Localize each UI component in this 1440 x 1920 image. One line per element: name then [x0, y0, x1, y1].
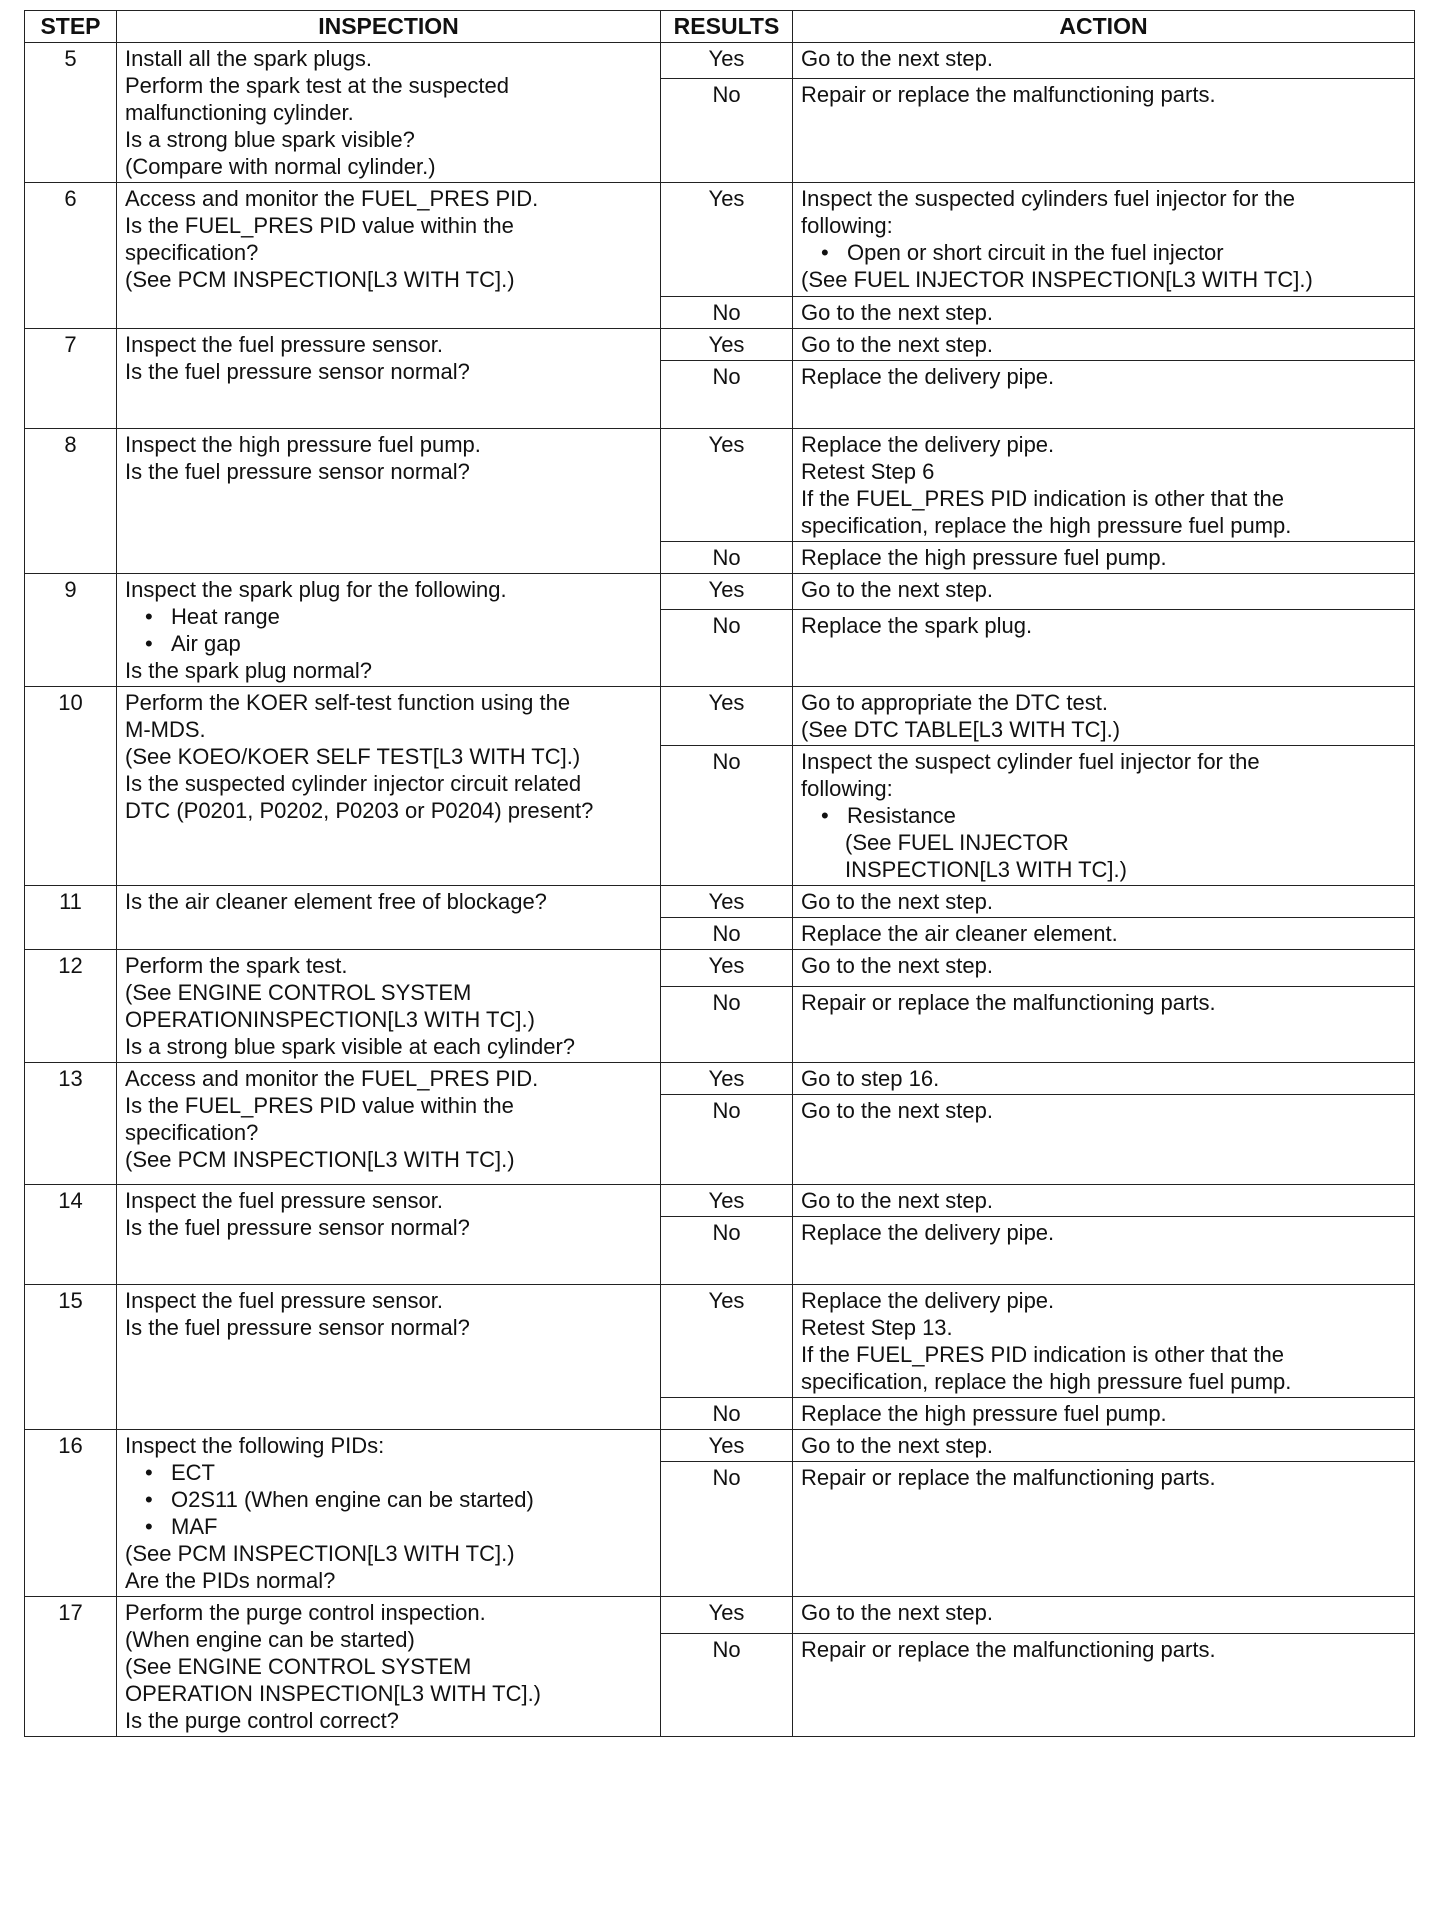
- action-cell: [793, 574, 1415, 610]
- action-line: Go to the next step.: [801, 1188, 994, 1213]
- inspection-line: Access and monitor the FUEL_PRES PID.: [125, 1066, 539, 1091]
- inspection-line: Is the fuel pressure sensor normal?: [125, 359, 470, 384]
- inspection-cell: [117, 574, 661, 687]
- table-row: [25, 1185, 1415, 1217]
- diagnostic-procedure-sheet: [24, 10, 1414, 1737]
- action-line: specification, replace the high pressure fuel pump.: [801, 513, 1292, 538]
- action-cell: [793, 1063, 1415, 1095]
- result-yes: Yes: [661, 43, 793, 79]
- action-cell: [793, 297, 1415, 329]
- action-line: Replace the delivery pipe.: [801, 1220, 1055, 1245]
- action-cell: [793, 746, 1415, 886]
- inspection-line: M-MDS.: [125, 717, 206, 742]
- action-line: Inspect the suspect cylinder fuel injector for the: [801, 749, 1260, 774]
- result-yes: Yes: [661, 574, 793, 610]
- table-row: [25, 1430, 1415, 1462]
- action-line: Replace the delivery pipe.: [801, 1288, 1055, 1313]
- action-cell: [793, 1633, 1415, 1736]
- inspection-cell: [117, 1285, 661, 1430]
- inspection-line: Inspect the fuel pressure sensor.: [125, 1188, 443, 1213]
- inspection-line: (See ENGINE CONTROL SYSTEM: [125, 1654, 472, 1679]
- action-cell: [793, 542, 1415, 574]
- step-number: 5: [25, 43, 117, 183]
- step-number: 11: [25, 886, 117, 950]
- action-cell: [793, 1462, 1415, 1597]
- action-line: Replace the high pressure fuel pump.: [801, 545, 1167, 570]
- header-inspection: INSPECTION: [117, 11, 661, 43]
- result-no: No: [661, 918, 793, 950]
- result-yes: Yes: [661, 1597, 793, 1634]
- result-yes: Yes: [661, 329, 793, 361]
- inspection-line: Are the PIDs normal?: [125, 1568, 336, 1593]
- table-row: [25, 1063, 1415, 1095]
- header-step: STEP: [25, 11, 117, 43]
- inspection-line: Is the suspected cylinder injector circuit related: [125, 771, 582, 796]
- inspection-line: OPERATIONINSPECTION[L3 WITH TC].): [125, 1007, 535, 1032]
- inspection-cell: [117, 1597, 661, 1737]
- table-row: [25, 329, 1415, 361]
- action-line: Replace the spark plug.: [801, 613, 1033, 639]
- diagnostic-table: [24, 10, 1415, 1737]
- result-no: No: [661, 361, 793, 429]
- action-line: Go to the next step.: [801, 332, 994, 357]
- action-line: Go to the next step.: [801, 1098, 994, 1123]
- header-row: [25, 11, 1415, 43]
- table-row: [25, 950, 1415, 987]
- inspection-line: Is the FUEL_PRES PID value within the: [125, 1093, 514, 1118]
- action-line: Repair or replace the malfunctioning parts.: [801, 82, 1216, 108]
- inspection-cell: [117, 1430, 661, 1597]
- action-line: Retest Step 6: [801, 459, 935, 484]
- inspection-line: Perform the spark test at the suspected: [125, 73, 509, 98]
- inspection-line: Access and monitor the FUEL_PRES PID.: [125, 186, 539, 211]
- inspection-line: Inspect the high pressure fuel pump.: [125, 432, 481, 457]
- inspection-line: DTC (P0201, P0202, P0203 or P0204) present?: [125, 798, 594, 823]
- result-yes: Yes: [661, 1430, 793, 1462]
- action-line: If the FUEL_PRES PID indication is other that the: [801, 486, 1285, 511]
- result-no: No: [661, 986, 793, 1062]
- action-line: (See FUEL INJECTOR INSPECTION[L3 WITH TC].): [801, 267, 1313, 292]
- step-number: 15: [25, 1285, 117, 1430]
- inspection-cell: [117, 43, 661, 183]
- inspection-line: (See PCM INSPECTION[L3 WITH TC].): [125, 1541, 515, 1566]
- table-header: [25, 11, 1415, 43]
- action-line: Replace the air cleaner element.: [801, 921, 1118, 946]
- action-line: Repair or replace the malfunctioning parts.: [801, 1636, 1216, 1662]
- action-cell: [793, 610, 1415, 687]
- inspection-line: (When engine can be started): [125, 1627, 415, 1652]
- table-row: [25, 43, 1415, 79]
- inspection-line: (See ENGINE CONTROL SYSTEM: [125, 980, 472, 1005]
- action-line: Replace the delivery pipe.: [801, 432, 1055, 457]
- inspection-line: Is a strong blue spark visible?: [125, 127, 415, 152]
- inspection-cell: [117, 886, 661, 950]
- action-line: (See FUEL INJECTOR: [845, 830, 1069, 855]
- step-number: 6: [25, 183, 117, 329]
- inspection-line: specification?: [125, 240, 259, 265]
- action-line: Go to step 16.: [801, 1066, 940, 1091]
- result-no: No: [661, 1217, 793, 1285]
- inspection-line: Perform the spark test.: [125, 953, 348, 978]
- action-line: Repair or replace the malfunctioning parts.: [801, 989, 1216, 1015]
- table-row: [25, 687, 1415, 746]
- inspection-line: Perform the KOER self-test function using the: [125, 690, 571, 715]
- action-line: INSPECTION[L3 WITH TC].): [845, 857, 1127, 882]
- action-cell: [793, 950, 1415, 987]
- inspection-line: Inspect the fuel pressure sensor.: [125, 332, 443, 357]
- action-line: Go to the next step.: [801, 889, 994, 914]
- result-yes: Yes: [661, 950, 793, 987]
- action-line: • Open or short circuit in the fuel injector: [801, 239, 1406, 266]
- result-no: No: [661, 297, 793, 329]
- action-cell: [793, 43, 1415, 79]
- result-no: No: [661, 542, 793, 574]
- result-no: No: [661, 1398, 793, 1430]
- action-cell: [793, 1430, 1415, 1462]
- result-no: No: [661, 79, 793, 183]
- inspection-line: specification?: [125, 1120, 259, 1145]
- action-cell: [793, 886, 1415, 918]
- inspection-line: Is the purge control correct?: [125, 1708, 399, 1733]
- action-cell: [793, 1285, 1415, 1398]
- result-yes: Yes: [661, 1185, 793, 1217]
- action-line: • Resistance: [801, 802, 1406, 829]
- action-cell: [793, 1597, 1415, 1634]
- table-row: [25, 1285, 1415, 1398]
- inspection-line: Inspect the fuel pressure sensor.: [125, 1288, 443, 1313]
- action-line: Go to the next step.: [801, 300, 994, 325]
- action-line: Replace the delivery pipe.: [801, 364, 1055, 389]
- inspection-line: (See PCM INSPECTION[L3 WITH TC].): [125, 1147, 515, 1172]
- action-line: (See DTC TABLE[L3 WITH TC].): [801, 717, 1121, 742]
- step-number: 8: [25, 429, 117, 574]
- inspection-cell: [117, 329, 661, 429]
- inspection-line: • MAF: [125, 1513, 652, 1540]
- inspection-line: (See PCM INSPECTION[L3 WITH TC].): [125, 267, 515, 292]
- header-results: RESULTS: [661, 11, 793, 43]
- table-body: [25, 43, 1415, 1737]
- action-cell: [793, 329, 1415, 361]
- action-line: specification, replace the high pressure fuel pump.: [801, 1369, 1292, 1394]
- inspection-cell: [117, 1185, 661, 1285]
- action-line: If the FUEL_PRES PID indication is other that the: [801, 1342, 1285, 1367]
- inspection-line: • Heat range: [125, 603, 652, 630]
- result-yes: Yes: [661, 183, 793, 297]
- inspection-cell: [117, 950, 661, 1063]
- inspection-cell: [117, 687, 661, 886]
- header-action: ACTION: [793, 11, 1415, 43]
- table-row: [25, 429, 1415, 542]
- inspection-line: • Air gap: [125, 630, 652, 657]
- step-number: 9: [25, 574, 117, 687]
- inspection-line: Inspect the spark plug for the following.: [125, 577, 507, 602]
- step-number: 10: [25, 687, 117, 886]
- result-yes: Yes: [661, 429, 793, 542]
- step-number: 17: [25, 1597, 117, 1737]
- inspection-cell: [117, 1063, 661, 1185]
- action-line: Repair or replace the malfunctioning parts.: [801, 1465, 1216, 1491]
- result-no: No: [661, 1095, 793, 1185]
- result-no: No: [661, 746, 793, 886]
- inspection-line: (See KOEO/KOER SELF TEST[L3 WITH TC].): [125, 744, 581, 769]
- action-cell: [793, 183, 1415, 297]
- inspection-line: malfunctioning cylinder.: [125, 100, 354, 125]
- result-yes: Yes: [661, 687, 793, 746]
- action-line: Replace the high pressure fuel pump.: [801, 1401, 1167, 1426]
- action-cell: [793, 986, 1415, 1062]
- action-cell: [793, 1398, 1415, 1430]
- action-line: Inspect the suspected cylinders fuel injector for the: [801, 186, 1296, 211]
- step-number: 16: [25, 1430, 117, 1597]
- result-no: No: [661, 1633, 793, 1736]
- action-line: Retest Step 13.: [801, 1315, 953, 1340]
- result-yes: Yes: [661, 1063, 793, 1095]
- inspection-line: • ECT: [125, 1459, 652, 1486]
- inspection-line: Is the fuel pressure sensor normal?: [125, 459, 470, 484]
- result-no: No: [661, 1462, 793, 1597]
- table-row: [25, 183, 1415, 297]
- inspection-cell: [117, 183, 661, 329]
- inspection-line: Is the fuel pressure sensor normal?: [125, 1215, 470, 1240]
- inspection-cell: [117, 429, 661, 574]
- action-cell: [793, 687, 1415, 746]
- inspection-line: Inspect the following PIDs:: [125, 1433, 385, 1458]
- action-line: Go to the next step.: [801, 953, 994, 978]
- action-cell: [793, 918, 1415, 950]
- table-row: [25, 574, 1415, 610]
- action-line: following:: [801, 776, 893, 801]
- inspection-line: Perform the purge control inspection.: [125, 1600, 486, 1625]
- action-line: following:: [801, 213, 893, 238]
- inspection-line: Is the air cleaner element free of blockage?: [125, 889, 547, 914]
- action-cell: [793, 1217, 1415, 1285]
- inspection-line: Is the FUEL_PRES PID value within the: [125, 213, 514, 238]
- action-line: Go to the next step.: [801, 1600, 994, 1625]
- inspection-line: Is a strong blue spark visible at each cylinder?: [125, 1034, 576, 1059]
- step-number: 14: [25, 1185, 117, 1285]
- action-line: Go to the next step.: [801, 577, 994, 602]
- action-cell: [793, 361, 1415, 429]
- inspection-line: • O2S11 (When engine can be started): [125, 1486, 652, 1513]
- action-cell: [793, 1185, 1415, 1217]
- inspection-line: OPERATION INSPECTION[L3 WITH TC].): [125, 1681, 542, 1706]
- step-number: 7: [25, 329, 117, 429]
- action-cell: [793, 429, 1415, 542]
- step-number: 13: [25, 1063, 117, 1185]
- action-line: Go to appropriate the DTC test.: [801, 690, 1108, 715]
- step-number: 12: [25, 950, 117, 1063]
- inspection-line: Is the spark plug normal?: [125, 658, 373, 683]
- action-line: Go to the next step.: [801, 1433, 994, 1458]
- action-line: Go to the next step.: [801, 46, 994, 71]
- result-no: No: [661, 610, 793, 687]
- result-yes: Yes: [661, 886, 793, 918]
- action-cell: [793, 1095, 1415, 1185]
- inspection-line: Install all the spark plugs.: [125, 46, 373, 71]
- inspection-line: (Compare with normal cylinder.): [125, 154, 436, 179]
- table-row: [25, 1597, 1415, 1634]
- table-row: [25, 886, 1415, 918]
- result-yes: Yes: [661, 1285, 793, 1398]
- inspection-line: Is the fuel pressure sensor normal?: [125, 1315, 470, 1340]
- action-cell: [793, 79, 1415, 183]
